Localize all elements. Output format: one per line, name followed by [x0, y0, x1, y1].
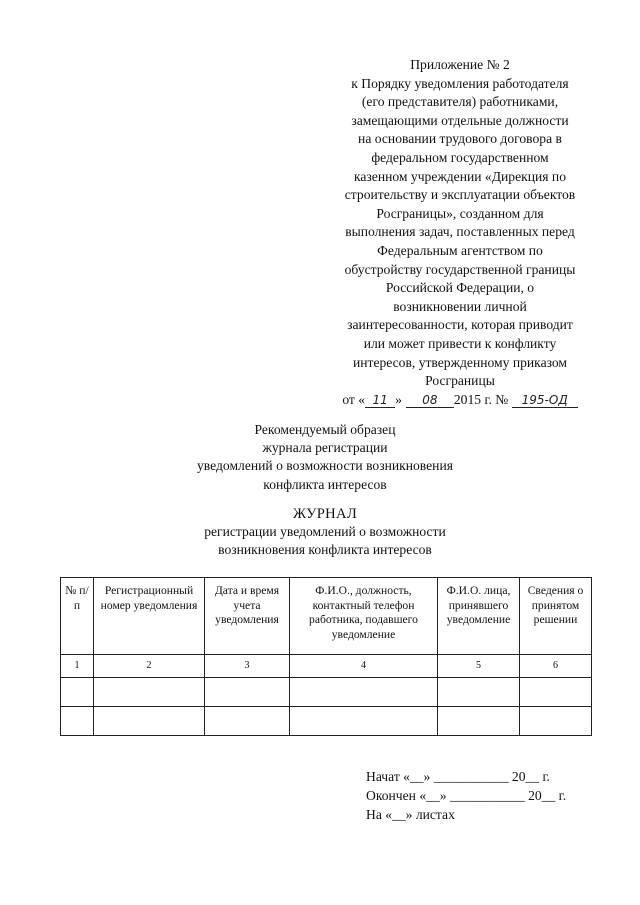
sample-heading: [150, 421, 500, 494]
date-year-text: 2015 г. №: [453, 391, 509, 407]
sheets-line: На «__» листах: [366, 807, 455, 822]
date-day-close: »: [395, 391, 402, 407]
appendix-line: или может привести к конфликту: [363, 335, 557, 351]
column-number-cell: 6: [520, 655, 592, 678]
table-body: [61, 655, 592, 736]
table-cell: [205, 678, 290, 707]
table-cell: [438, 678, 520, 707]
table-row: [61, 707, 592, 736]
table-cell: [94, 678, 205, 707]
column-header: Ф.И.О. лица, принявшего уведомление: [438, 578, 520, 655]
table-cell: [520, 707, 592, 736]
journal-title: ЖУРНАЛ: [292, 506, 358, 522]
journal-subtitle: [150, 523, 500, 559]
appendix-line: к Порядку уведомления работодателя: [351, 75, 569, 91]
column-header: № п/п: [61, 578, 94, 655]
column-header: Сведения о принятом решении: [520, 578, 592, 655]
appendix-line: возникновении личной: [393, 298, 527, 314]
appendix-line: Российской Федерации, о: [385, 280, 535, 296]
column-number-cell: 2: [94, 655, 205, 678]
date-prefix: от «: [342, 391, 366, 407]
appendix-line: замещающими отдельные должности: [351, 112, 569, 128]
column-header: Ф.И.О., должность, контактный телефон работника, подавшего уведомление: [290, 578, 438, 655]
handwritten-order-number: 195-ОД: [512, 394, 578, 408]
table-cell: [290, 707, 438, 736]
table-cell: [520, 678, 592, 707]
appendix-line: казенном учреждении «Дирекция по: [353, 168, 566, 184]
appendix-line: обустройству государственной границы: [344, 261, 576, 277]
appendix-line: выполнения задач, поставленных перед: [345, 224, 575, 240]
column-header: Дата и время учета уведомления: [205, 578, 290, 655]
appendix-line: Приложение № 2: [410, 57, 510, 72]
registration-table: [60, 577, 592, 736]
appendix-lines: [300, 56, 620, 391]
column-number-row: [61, 655, 592, 678]
appendix-line: Росграницы: [425, 373, 495, 389]
started-line: Начат «__» ___________ 20__ г.: [366, 769, 550, 784]
finished-line: Окончен «__» ___________ 20__ г.: [366, 788, 567, 803]
appendix-line: (его представителя) работниками,: [361, 94, 559, 110]
appendix-line: интересов, утвержденному приказом: [352, 354, 568, 370]
journal-heading: [150, 505, 500, 560]
table-cell: [290, 678, 438, 707]
appendix-date-line: [300, 391, 620, 410]
handwritten-day: 11: [365, 394, 395, 408]
appendix-line: Федеральным агентством по: [377, 242, 543, 258]
table-cell: [438, 707, 520, 736]
appendix-line: на основании трудового договора в: [358, 131, 562, 147]
journal-footer: [366, 767, 566, 824]
sample-heading-line: Рекомендуемый образец: [254, 422, 396, 437]
appendix-line: строительству и эксплуатации объектов: [344, 187, 576, 203]
column-number-cell: 4: [290, 655, 438, 678]
table-cell: [94, 707, 205, 736]
column-number-cell: 5: [438, 655, 520, 678]
column-number-cell: 1: [61, 655, 94, 678]
appendix-line: федеральном государственном: [371, 149, 549, 165]
journal-subtitle-line: возникновения конфликта интересов: [218, 542, 432, 558]
table-cell: [61, 707, 94, 736]
appendix-line: Росграницы», созданном для: [376, 205, 544, 221]
handwritten-month: 08: [406, 394, 454, 408]
table-header-row: [61, 578, 592, 655]
column-header: Регистрационный номер уведомления: [94, 578, 205, 655]
table-cell: [205, 707, 290, 736]
sample-heading-line: уведомлений о возможности возникновения: [197, 458, 453, 474]
sample-heading-line: журнала регистрации: [262, 440, 388, 456]
appendix-line: заинтересованности, которая приводит: [347, 317, 573, 333]
table-row: [61, 678, 592, 707]
appendix-block: [300, 56, 620, 409]
journal-subtitle-line: регистрации уведомлений о возможности: [204, 524, 446, 540]
sample-heading-line: конфликта интересов: [263, 476, 387, 492]
column-number-cell: 3: [205, 655, 290, 678]
table-cell: [61, 678, 94, 707]
